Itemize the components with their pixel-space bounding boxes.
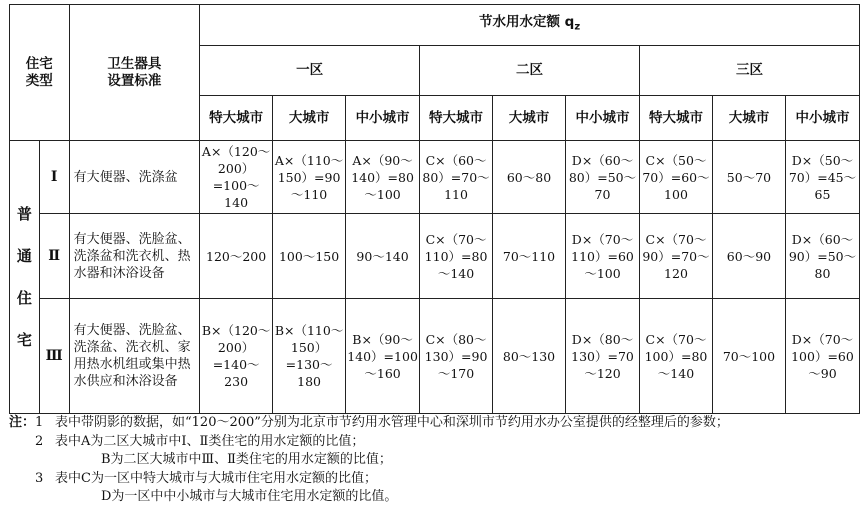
quota-cell: D×（80～130）=70～120 [566,299,640,414]
header-quota-text: 节水用水定额 q [478,14,575,31]
quota-cell: D×（50～70）=45～65 [785,141,859,214]
quota-cell: 80～130 [493,299,566,414]
quota-cell: C×（70～100）=80～140 [640,299,713,414]
quota-cell: C×（80～130）=90～170 [420,299,493,414]
header-residence-type [10,5,70,141]
notes-lead: 注： [9,415,36,430]
header-fixture-standard-text: 卫生器具 设置标准 [107,55,162,89]
note-text: D为一区中中小城市与大城市住宅用水定额的比值。 [101,489,398,504]
quota-cell: B×（90～140）=100～160 [346,299,420,414]
note-line [9,470,857,489]
table-row [10,299,860,414]
group-char: 普 [16,205,32,223]
class-label: Ⅲ [39,299,69,414]
table-notes [9,414,857,507]
quota-cell: 60～90 [712,214,785,299]
group-char: 宅 [16,331,32,349]
zone-2: 二区 [420,46,640,96]
table-row [10,141,860,214]
quota-cell: 100～150 [273,214,346,299]
city-header: 中小城市 [346,96,420,141]
quota-cell: A×（110～150）=90～110 [273,141,346,214]
city-header: 中小城市 [785,96,859,141]
city-header: 特大城市 [420,96,493,141]
quota-cell: A×（120～200）=100～140 [200,141,273,214]
fixture-description: 有大便器、洗涤盆 [69,141,200,214]
quota-cell: D×（70～100）=60～90 [785,299,859,414]
quota-cell: 70～100 [712,299,785,414]
quota-cell: C×（70～110）=80～140 [420,214,493,299]
note-line [9,433,857,452]
city-header: 大城市 [273,96,346,141]
note-line [9,488,857,507]
city-header: 大城市 [493,96,566,141]
zone-1: 一区 [200,46,420,96]
city-header: 特大城市 [200,96,273,141]
note-text: 表中A为二区大城市中Ⅰ、Ⅱ类住宅的用水定额的比值； [55,433,365,449]
fixture-description: 有大便器、洗脸盆、洗涤盆和洗衣机、热水器和沐浴设备 [69,214,200,299]
header-fixture-standard [69,5,200,141]
quota-cell: D×（70～110）=60～100 [566,214,640,299]
quota-cell: 90～140 [346,214,420,299]
city-header: 大城市 [712,96,785,141]
group-ordinary-residence [10,141,40,414]
quota-cell: C×（70～90）=70～120 [640,214,713,299]
quota-cell: B×（110～150）=130～180 [273,299,346,414]
group-char: 通 [16,247,32,265]
note-number: 1 [35,415,44,430]
quota-cell: A×（90～140）=80～100 [346,141,420,214]
quota-cell: C×（50～70）=60～100 [640,141,713,214]
quota-cell: 120～200 [200,214,273,299]
note-number: 2 [35,433,44,449]
note-number: 3 [35,470,44,486]
quota-cell: D×（60～80）=50～70 [566,141,640,214]
note-text: 表中C为一区中特大城市与大城市住宅用水定额的比值； [55,470,377,486]
class-label: Ⅱ [39,214,69,299]
city-header: 特大城市 [640,96,713,141]
zone-3: 三区 [640,46,860,96]
quota-cell: C×（60～80）=70～110 [420,141,493,214]
quota-cell: 50～70 [712,141,785,214]
quota-cell: 70～110 [493,214,566,299]
header-residence-type-text: 住宅 类型 [25,55,53,89]
quota-cell: 60～80 [493,141,566,214]
quota-cell: D×（60～90）=50～80 [785,214,859,299]
city-header: 中小城市 [566,96,640,141]
header-quota [200,5,860,46]
water-quota-table [9,4,860,414]
note-text: 表中带阴影的数据，如“120～200”分别为北京市节约用水管理中心和深圳市节约用水办公室提供的经整理后的参数； [55,415,729,430]
class-label: Ⅰ [39,141,69,214]
table-row [10,214,860,299]
group-char: 住 [16,289,32,307]
note-line [9,414,857,433]
note-line [9,451,857,470]
header-quota-subscript: z [574,21,581,33]
fixture-description: 有大便器、洗脸盆、洗涤盆、洗衣机、家用热水机组或集中热水供应和沐浴设备 [69,299,200,414]
note-text: B为二区大城市中Ⅲ、Ⅱ类住宅的用水定额的比值； [101,452,392,467]
quota-cell: B×（120～200）=140～230 [200,299,273,414]
